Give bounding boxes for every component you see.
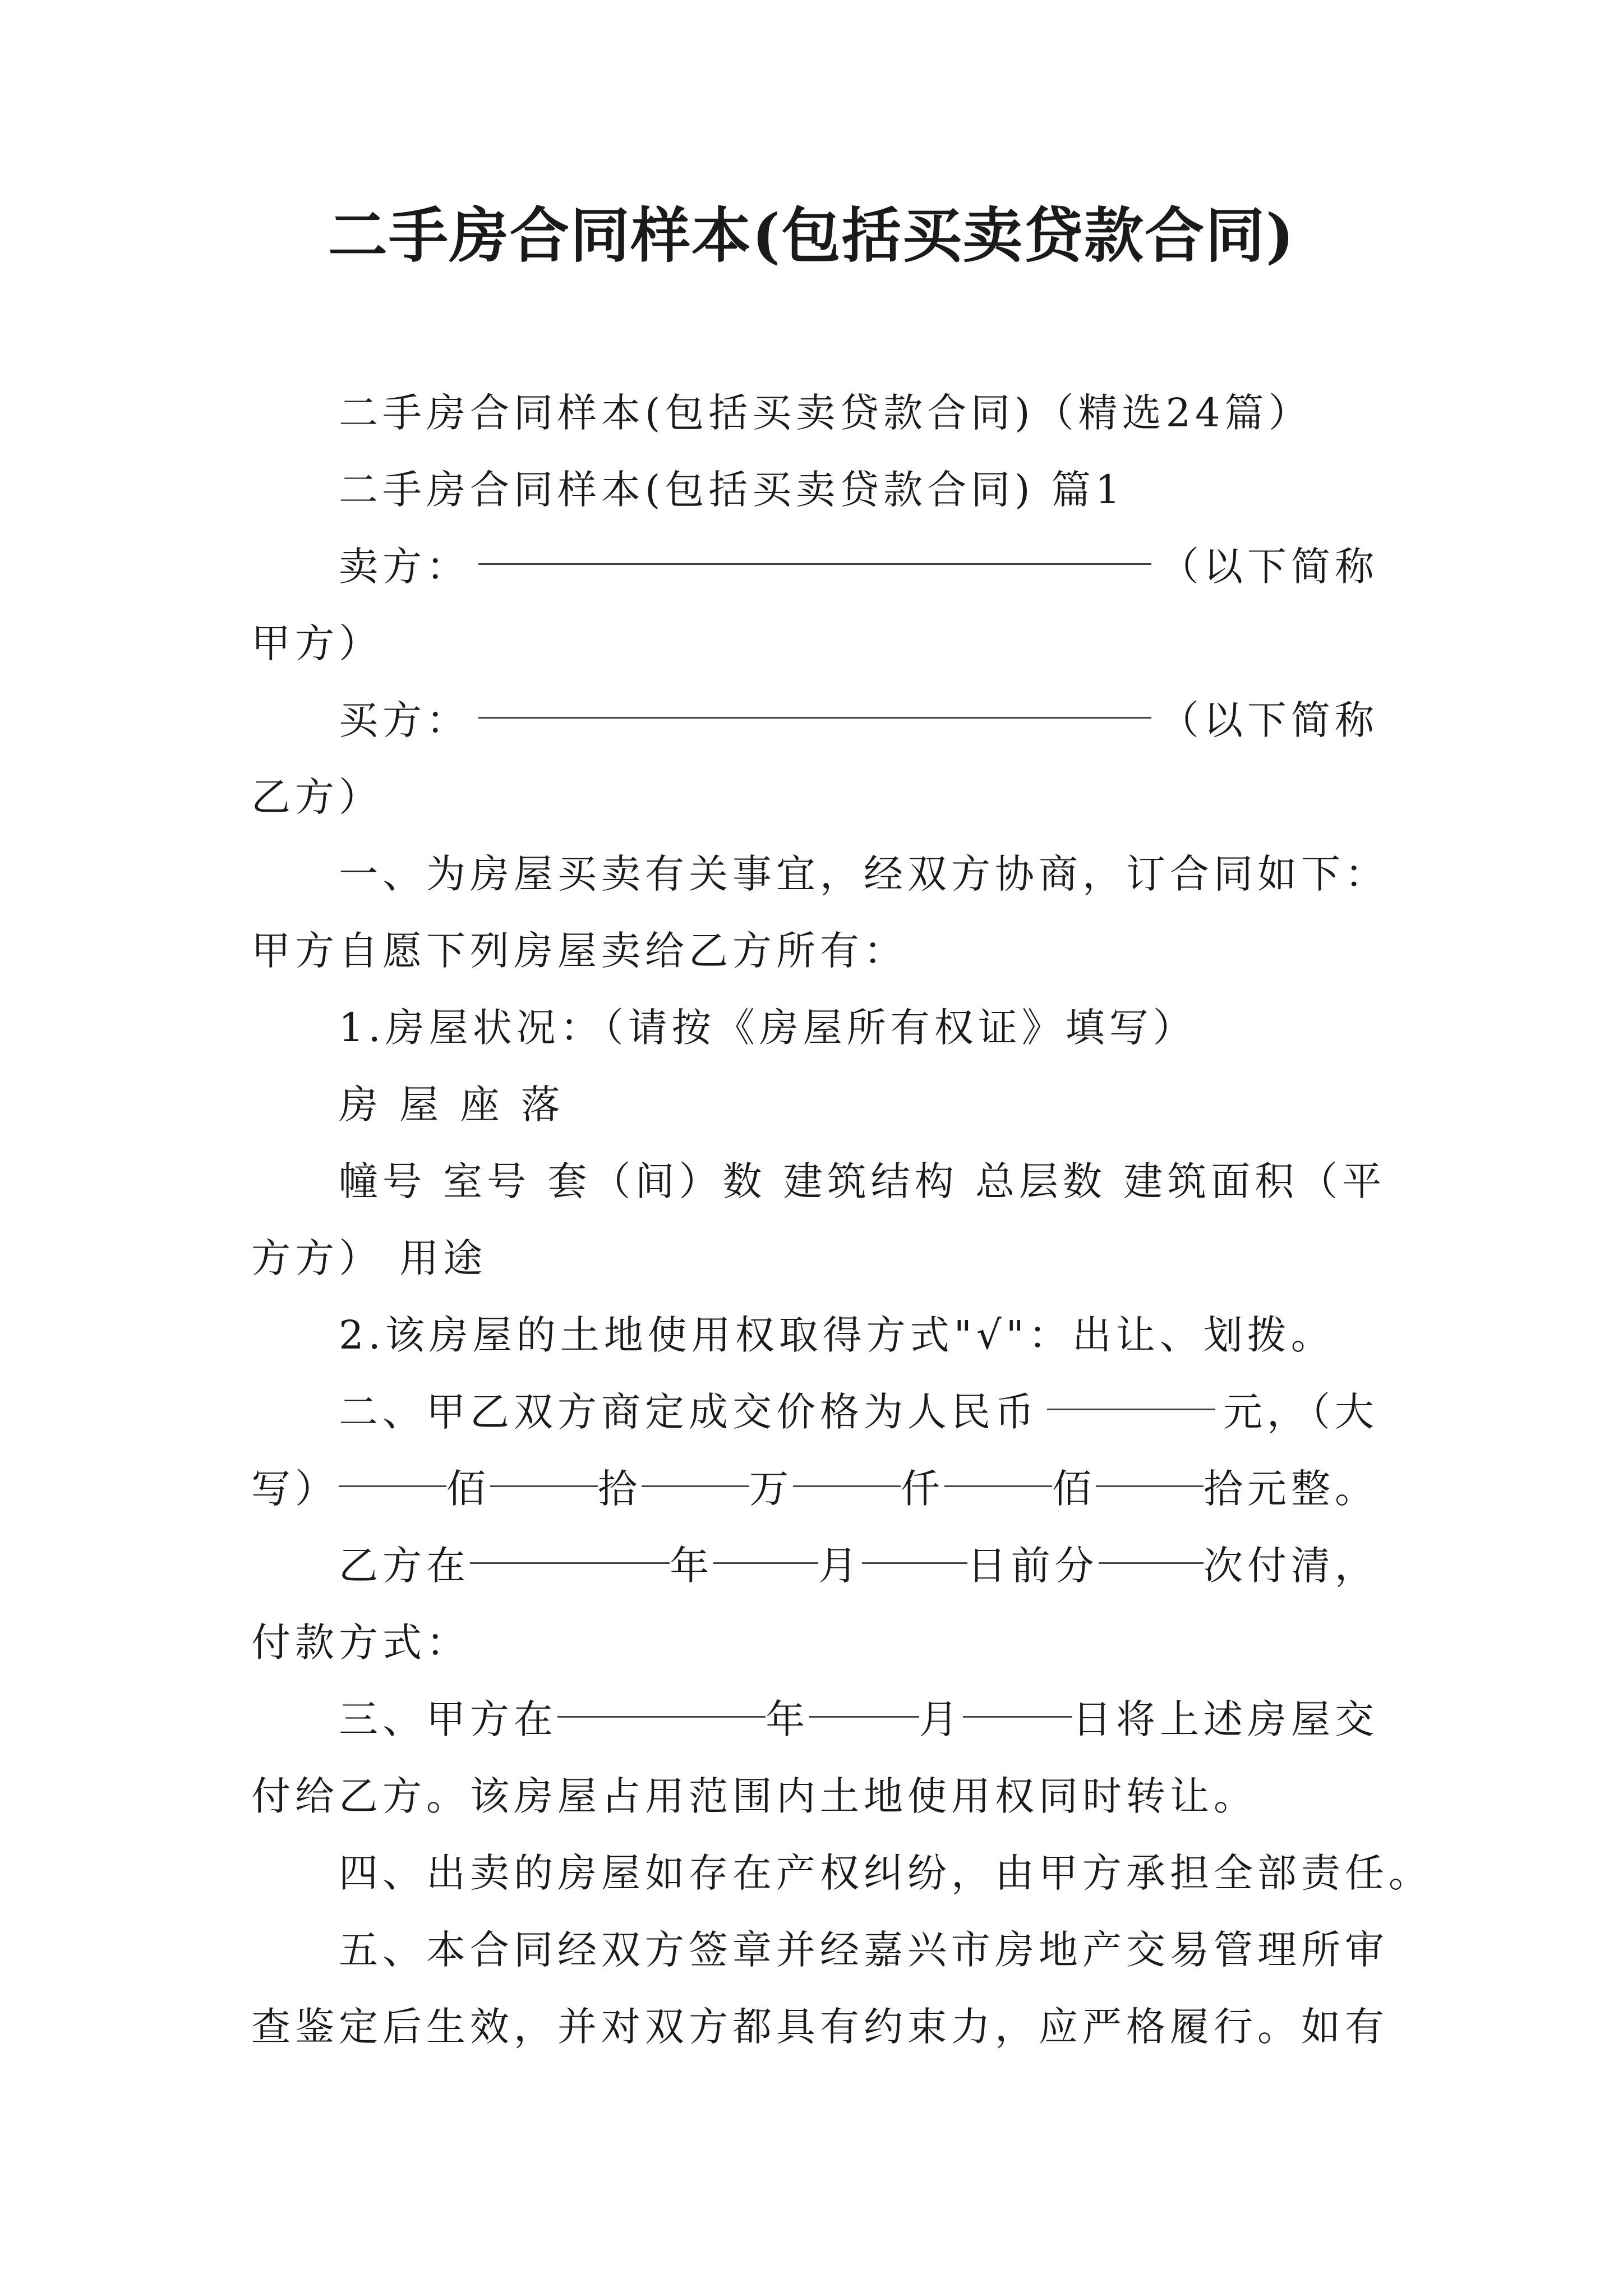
payment-unit: 次付清， (1203, 1543, 1378, 1589)
amount-unit: 拾元整。 (1204, 1466, 1378, 1512)
month-blank (713, 1527, 818, 1564)
clause-3-unit: 年 (766, 1696, 810, 1742)
amount-blank (944, 1451, 1052, 1487)
amount-blank (339, 1451, 446, 1487)
buyer-blank (478, 682, 1151, 719)
month-blank (809, 1681, 919, 1718)
clause-2-text: 二、甲乙双方商定成交价格为人民币 (339, 1389, 1039, 1435)
amount-unit: 万 (749, 1466, 793, 1512)
amount-blank (1096, 1451, 1204, 1487)
amount-unit: 拾 (598, 1466, 642, 1512)
item-2-land-use: 2.该房屋的土地使用权取得方式"√"：出让、划拨。 (339, 1312, 1335, 1358)
item-1-house-status: 1.房屋状况：（请按《房屋所有权证》填写） (339, 1005, 1197, 1051)
payment-unit: 年 (669, 1543, 713, 1589)
day-blank (963, 1681, 1072, 1718)
amount-prefix: 写） (251, 1466, 339, 1512)
document-title: 二手房合同样本(包括买卖贷款合同) (328, 200, 1295, 270)
clause-1-line-2: 甲方自愿下列房屋卖给乙方所有： (251, 928, 907, 974)
buyer-line (339, 682, 1378, 758)
payment-line-1 (339, 1527, 1378, 1604)
amount-blank (490, 1451, 598, 1487)
clause-2-line-1 (339, 1374, 1378, 1450)
payment-unit: 月 (818, 1543, 863, 1589)
amount-blank (642, 1451, 749, 1487)
clause-3-line-1 (339, 1681, 1378, 1757)
payment-method: 付款方式： (251, 1619, 470, 1665)
section-heading: 二手房合同样本(包括买卖贷款合同) 篇1 (339, 467, 1125, 513)
seller-blank (478, 528, 1151, 565)
price-blank (1047, 1374, 1215, 1410)
payment-text: 乙方在 (339, 1543, 470, 1589)
buyer-suffix: （以下简称 (1160, 697, 1378, 743)
seller-suffix: （以下简称 (1160, 544, 1378, 590)
year-blank (470, 1527, 670, 1564)
payment-unit: 日前分 (967, 1543, 1099, 1589)
clause-2-text-suffix: 元，（大 (1223, 1389, 1378, 1435)
year-blank (557, 1681, 766, 1718)
clause-3-unit: 月 (919, 1696, 963, 1742)
amount-unit: 仟 (901, 1466, 944, 1512)
seller-line (339, 528, 1378, 605)
clause-2-line-2 (251, 1451, 1378, 1527)
times-blank (1099, 1527, 1204, 1564)
clause-3-unit: 日将上述房屋交 (1072, 1696, 1379, 1742)
amount-unit: 佰 (1052, 1466, 1096, 1512)
subtitle-line: 二手房合同样本(包括买卖贷款合同)（精选24篇） (339, 390, 1312, 436)
amount-unit: 佰 (446, 1466, 490, 1512)
buyer-label: 买方： (339, 697, 470, 743)
clause-5-line-1: 五、本合同经双方签章并经嘉兴市房地产交易管理所审 (339, 1927, 1389, 1973)
clause-3-line-2: 付给乙方。该房屋占用范围内土地使用权同时转让。 (251, 1773, 1257, 1819)
clause-3-text: 三、甲方在 (339, 1696, 557, 1742)
day-blank (862, 1527, 967, 1564)
clause-1-line-1: 一、为房屋买卖有关事宜，经双方协商，订合同如下： (339, 851, 1389, 897)
house-columns-continuation: 方方） 用途 (251, 1235, 487, 1281)
house-columns-line: 幢号 室号 套（间）数 建筑结构 总层数 建筑面积（平 (339, 1158, 1386, 1204)
clause-4: 四、出卖的房屋如存在产权纠纷，由甲方承担全部责任。 (339, 1850, 1432, 1896)
house-location-label: 房 屋 座 落 (339, 1082, 565, 1128)
seller-label: 卖方： (339, 544, 470, 590)
clause-5-line-2: 查鉴定后生效，并对双方都具有约束力，应严格履行。如有 (251, 2004, 1389, 2050)
buyer-continuation: 乙方） (251, 774, 382, 820)
seller-continuation: 甲方） (251, 620, 382, 666)
amount-blank (793, 1451, 901, 1487)
